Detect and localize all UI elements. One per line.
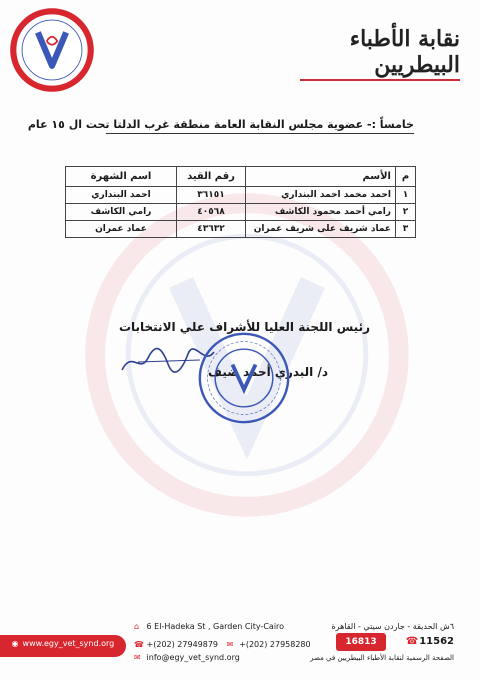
footer-website-text[interactable]: www.egy_vet_synd.org xyxy=(22,639,115,648)
candidates-table xyxy=(65,166,416,238)
table-row xyxy=(66,221,416,238)
syndicate-logo-icon xyxy=(8,6,96,94)
footer-email-text[interactable]: info@egy_vet_synd.org xyxy=(146,653,240,662)
table-header-row xyxy=(66,167,416,187)
row-name: احمد محمد احمد البنداري xyxy=(246,187,396,204)
row-name: عماد شريف على شريف عمران xyxy=(246,221,396,238)
heading-underline xyxy=(106,133,414,134)
table-row xyxy=(66,187,416,204)
signatory-title: رئيس اللجنة العليا للأشراف علي الانتخابات xyxy=(118,320,370,334)
section-heading xyxy=(28,118,414,131)
phone-icon: ☎ xyxy=(134,640,144,649)
row-known-as: احمد البنداري xyxy=(66,187,177,204)
signatory-name: د/ البدري أحمد ضيف xyxy=(208,365,328,379)
syndicate-brand xyxy=(280,28,460,76)
row-known-as: عماد عمران xyxy=(66,221,177,238)
header-index: م xyxy=(396,167,416,187)
row-registration: ٣٦١٥١ xyxy=(177,187,246,204)
section-heading-text: عضوية مجلس النقابة العامة منطقة غرب الدلتا تحت ال ١٥ عام xyxy=(27,118,364,131)
header-name: الأسم xyxy=(246,167,396,187)
official-stamp-icon xyxy=(196,330,292,426)
section-heading-label: خامساً :- xyxy=(367,118,414,131)
mail-icon: ✉ xyxy=(134,653,141,662)
brand-title: نقابة الأطباء البيطريين xyxy=(349,26,460,78)
hotline-badge: 16813 xyxy=(336,633,386,651)
row-known-as: رامي الكاشف xyxy=(66,204,177,221)
header-registration: رقم القيد xyxy=(177,167,246,187)
table-row xyxy=(66,204,416,221)
footer-phone-2: +(202) 27958280 xyxy=(239,640,311,649)
row-name: رامي أحمد محمود الكاشف xyxy=(246,204,396,221)
row-registration: ٤٣٦٣٢ xyxy=(177,221,246,238)
footer-email[interactable] xyxy=(134,653,240,662)
row-index: ٣ xyxy=(396,221,416,238)
footer-address xyxy=(134,622,284,631)
phone-icon: ☎ xyxy=(405,636,419,647)
row-registration: ٤٠٥٦٨ xyxy=(177,204,246,221)
brand-underline xyxy=(300,79,460,81)
footer-phone-1: +(202) 27949879 xyxy=(146,640,219,649)
footer-address-arabic: ٦ش الحديقة - جاردن سيتي - القاهرة xyxy=(331,622,454,631)
row-index: ١ xyxy=(396,187,416,204)
row-index: ٢ xyxy=(396,204,416,221)
footer-short-number-text: 11562 xyxy=(419,636,454,647)
footer-short-number xyxy=(406,636,454,647)
location-icon: ⌂ xyxy=(134,622,140,631)
footer-description-arabic: الصفحة الرسمية لنقابة الأطباء البيطريين في مصر xyxy=(310,654,454,662)
footer-address-text: 6 El-Hadeka St , Garden City-Cairo xyxy=(146,622,285,631)
fax-icon: ✉ xyxy=(226,640,234,649)
footer-phones xyxy=(134,640,311,649)
header-known-as: اسم الشهرة xyxy=(66,167,177,187)
footer-website[interactable] xyxy=(10,639,114,648)
globe-icon: ◉ xyxy=(11,639,19,648)
